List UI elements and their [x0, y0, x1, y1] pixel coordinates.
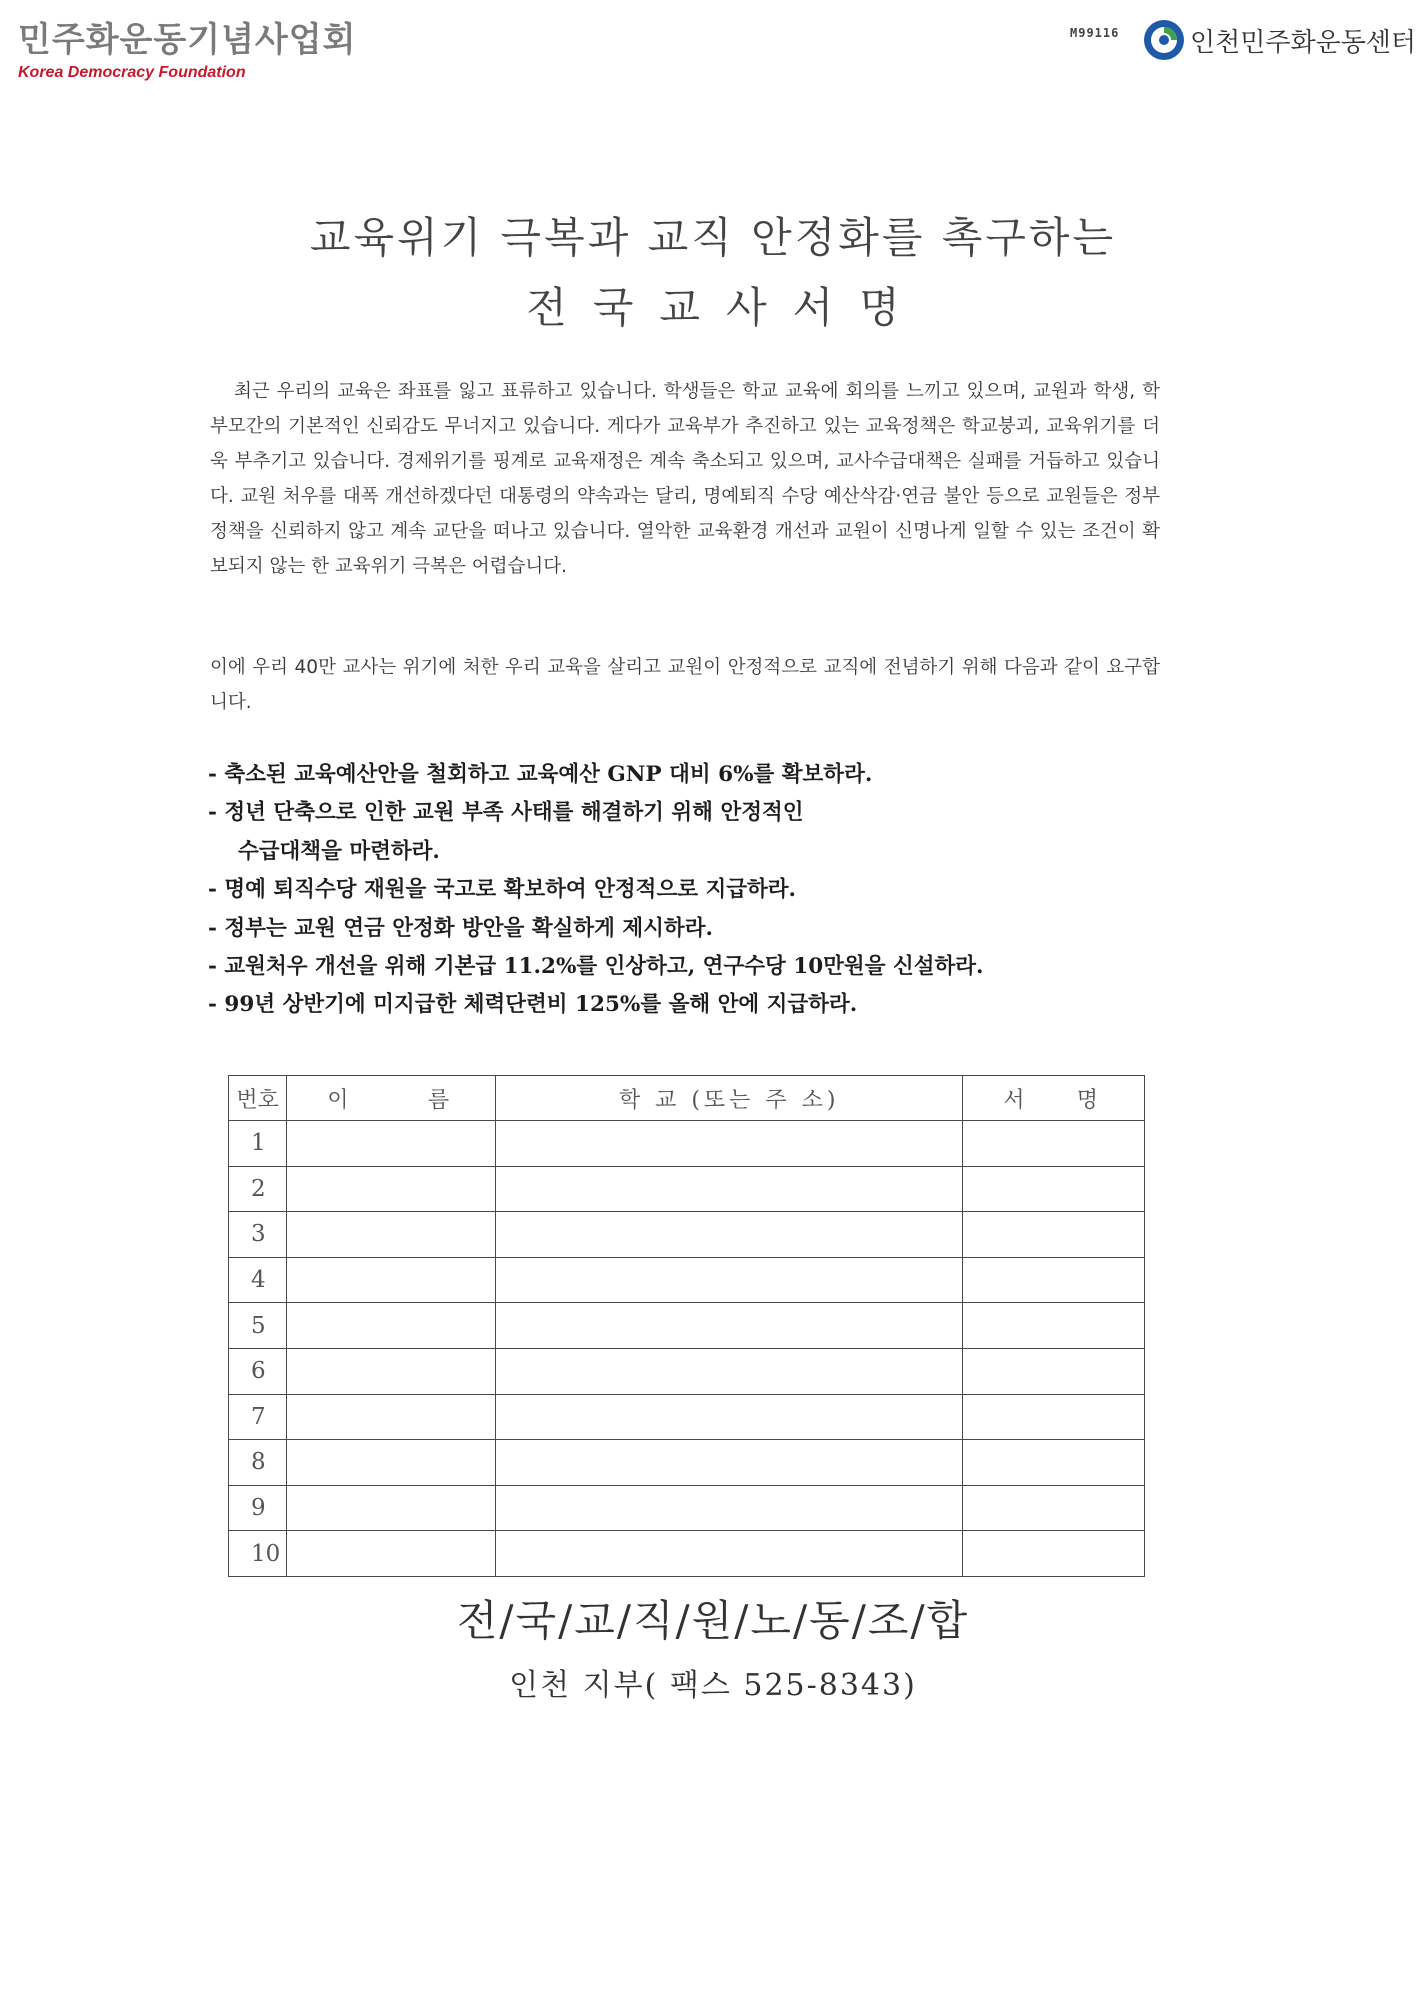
row-number: 1 — [229, 1121, 287, 1167]
row-number: 3 — [229, 1212, 287, 1258]
name-cell[interactable] — [287, 1257, 496, 1303]
table-row — [229, 1121, 1145, 1167]
demand-item: - 축소된 교육예산안을 철회하고 교육예산 GNP 대비 6%를 확보하라. — [208, 762, 873, 787]
table-row — [229, 1257, 1145, 1303]
header-signature-part: 서 — [1003, 1087, 1031, 1113]
row-number: 7 — [229, 1394, 287, 1440]
header-name-part: 이 — [327, 1087, 355, 1113]
signature-cell[interactable] — [963, 1166, 1145, 1212]
school-cell[interactable] — [496, 1531, 963, 1577]
signature-cell[interactable] — [963, 1212, 1145, 1258]
table-row — [229, 1485, 1145, 1531]
signature-cell[interactable] — [963, 1440, 1145, 1486]
demand-item: - 교원처우 개선을 위해 기본급 11.2%를 인상하고, 연구수당 10만원을 신설하라. — [208, 954, 984, 980]
table-row — [229, 1348, 1145, 1394]
row-number: 2 — [229, 1166, 287, 1212]
demand-continuation-text: 수급대책을 마련하라. — [238, 838, 440, 864]
name-cell[interactable] — [287, 1121, 496, 1167]
document-title: 교육위기 극복과 교직 안정화를 촉구하는 — [309, 213, 1117, 262]
school-cell[interactable] — [496, 1394, 963, 1440]
name-cell[interactable] — [287, 1394, 496, 1440]
table-row — [229, 1440, 1145, 1486]
foundation-logo-korean: 민주화운동기념사업회 — [18, 20, 357, 60]
demand-item: - 99년 상반기에 미지급한 체력단련비 125%를 올해 안에 지급하라. — [208, 992, 858, 1018]
school-cell[interactable] — [496, 1121, 963, 1167]
name-cell[interactable] — [287, 1440, 496, 1486]
school-cell[interactable] — [496, 1257, 963, 1303]
signature-cell[interactable] — [963, 1485, 1145, 1531]
demands-list — [208, 756, 1168, 1025]
center-logo-label: 인천민주화운동센터 — [1190, 27, 1417, 58]
name-cell[interactable] — [287, 1348, 496, 1394]
demand-item: - 명예 퇴직수당 재원을 국고로 확보하여 안정적으로 지급하라. — [208, 877, 797, 903]
branch-info: 인천 지부( 팩스 525-8343) — [509, 1668, 917, 1703]
table-row — [229, 1303, 1145, 1349]
document-subtitle: 전국교사서명 — [526, 283, 926, 332]
table-row — [229, 1212, 1145, 1258]
header-signature-part: 명 — [1076, 1087, 1104, 1113]
row-number: 10 — [229, 1531, 287, 1577]
name-cell[interactable] — [287, 1485, 496, 1531]
center-logo — [1142, 18, 1416, 62]
signature-table — [228, 1075, 1145, 1577]
signature-cell[interactable] — [963, 1394, 1145, 1440]
signature-cell[interactable] — [963, 1121, 1145, 1167]
table-row — [229, 1394, 1145, 1440]
demand-lead-paragraph: 이에 우리 40만 교사는 위기에 처한 우리 교육을 살리고 교원이 안정적으로 교직에 전념하기 위해 다음과 같이 요구합니다. — [210, 657, 1160, 713]
demand-item: - 정년 단축으로 인한 교원 부족 사태를 해결하기 위해 안정적인 — [208, 800, 804, 826]
row-number: 5 — [229, 1303, 287, 1349]
school-cell[interactable] — [496, 1485, 963, 1531]
signature-cell[interactable] — [963, 1531, 1145, 1577]
intro-paragraph: 최근 우리의 교육은 좌표를 잃고 표류하고 있습니다. 학생들은 학교 교육에 회의를 느끼고 있으며, 교원과 학생, 학부모간의 기본적인 신뢰감도 무너지고 있습니다. 게다가 교육부가 추진하고 있는 교육정책은 학교붕괴, 교육위기를 더욱 부추기고 있습니다. 경제위기를 핑계로 교육재정은 계속 축소되고 있으며, 교사수급대책은 실패를 거듭하고 있습니다. 교원 처우를 대폭 개선하겠다던 대통령의 약속과는 달리, 명예퇴직 수당 예산삭감·연금 불안 등으로 교원들은 정부 정책을 신뢰하지 않고 계속 교단을 떠나고 있습니다. 열악한 교육환경 개선과 교원이 신명나게 일할 수 있는 조건이 확보되지 않는 한 교육위기 극복은 어렵습니다. — [210, 381, 1160, 577]
school-cell[interactable] — [496, 1440, 963, 1486]
signature-cell[interactable] — [963, 1257, 1145, 1303]
name-cell[interactable] — [287, 1531, 496, 1577]
row-number: 8 — [229, 1440, 287, 1486]
row-number: 6 — [229, 1348, 287, 1394]
name-cell[interactable] — [287, 1303, 496, 1349]
school-cell[interactable] — [496, 1303, 963, 1349]
demand-item: - 정부는 교원 연금 안정화 방안을 확실하게 제시하라. — [208, 915, 713, 941]
center-emblem-icon — [1142, 18, 1186, 62]
union-name: 전/국/교/직/원/노/동/조/합 — [456, 1596, 970, 1645]
header-signature — [963, 1076, 1145, 1121]
signature-cell[interactable] — [963, 1303, 1145, 1349]
table-row — [229, 1166, 1145, 1212]
signature-rows — [229, 1121, 1145, 1577]
signature-cell[interactable] — [963, 1348, 1145, 1394]
table-row — [229, 1531, 1145, 1577]
school-cell[interactable] — [496, 1212, 963, 1258]
demand-item-continuation — [208, 833, 1168, 871]
header-name-part: 름 — [427, 1087, 456, 1113]
archive-id: M99116 — [1070, 26, 1120, 40]
school-cell[interactable] — [496, 1348, 963, 1394]
table-header-row — [229, 1076, 1145, 1121]
name-cell[interactable] — [287, 1166, 496, 1212]
row-number: 4 — [229, 1257, 287, 1303]
foundation-logo-english: Korea Democracy Foundation — [18, 64, 246, 81]
name-cell[interactable] — [287, 1212, 496, 1258]
header-name — [287, 1076, 496, 1121]
foundation-logo — [18, 20, 357, 82]
header-school: 학 교 (또는 주 소) — [496, 1076, 963, 1121]
row-number: 9 — [229, 1485, 287, 1531]
header-number: 번호 — [229, 1076, 287, 1121]
school-cell[interactable] — [496, 1166, 963, 1212]
